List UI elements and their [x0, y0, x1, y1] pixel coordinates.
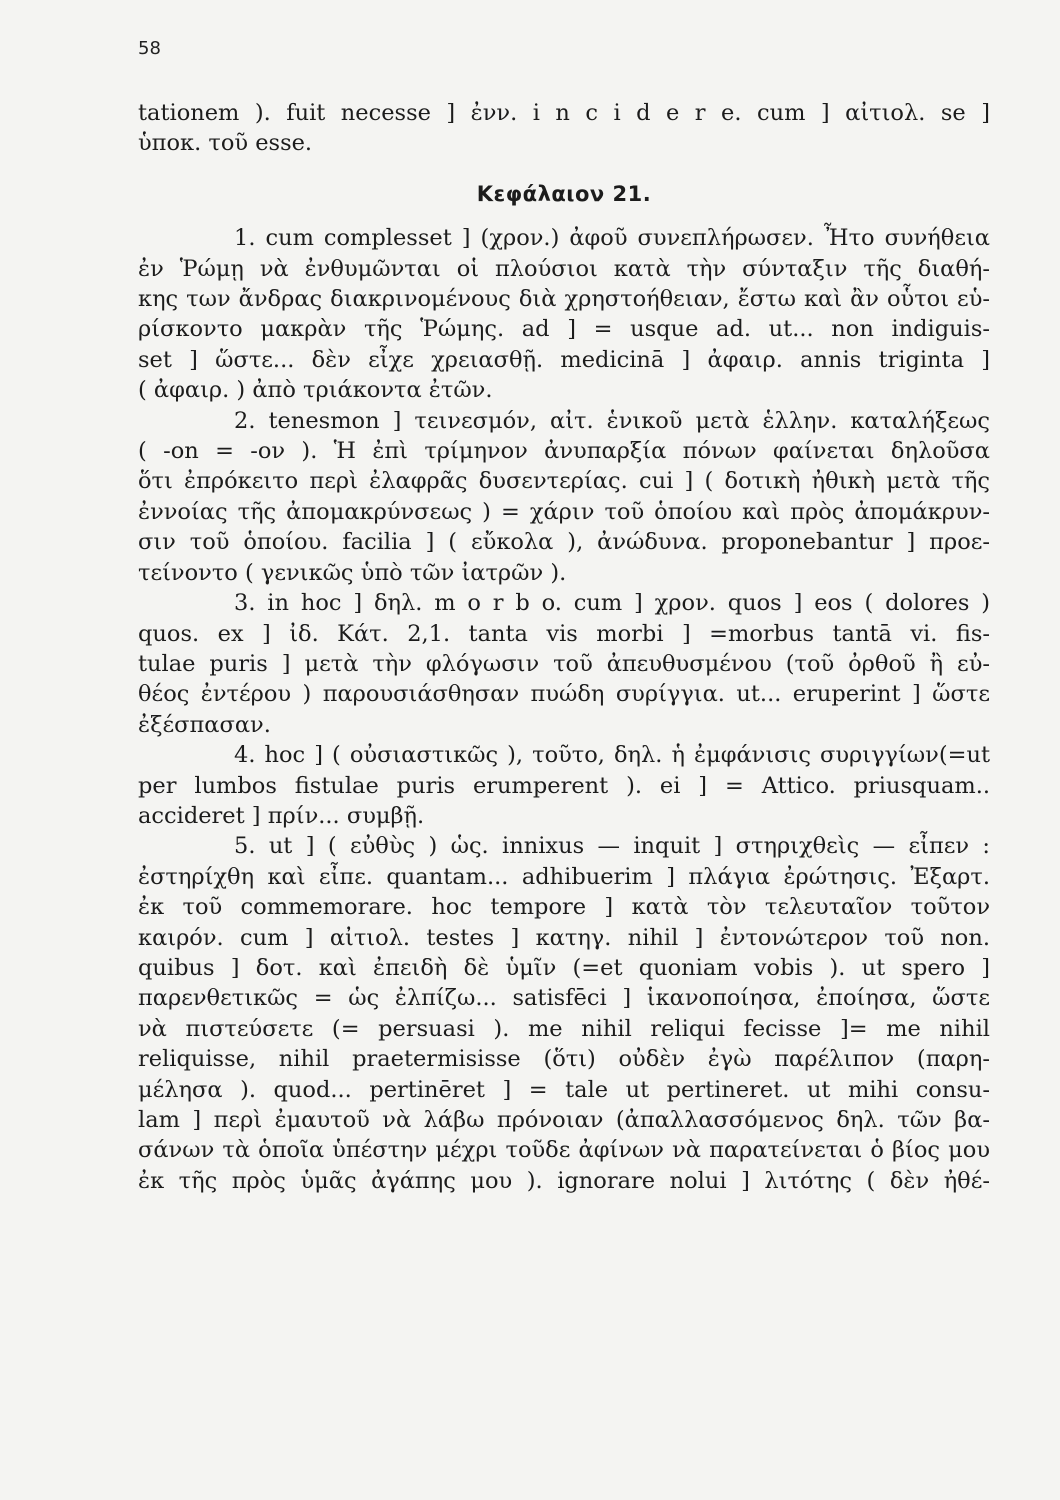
text-line: ( -on = -ον ). Ἡ ἐπὶ τρίμηνον ἀνυπαρξία πόνων φαίνεται δηλοῦσα — [138, 438, 990, 465]
text-line: ὑποκ. τοῦ esse. — [138, 130, 313, 157]
text-line: ἐκ τοῦ commemorare. hoc tempore ] κατὰ τὸν τελευταῖον τοῦτον — [138, 894, 990, 921]
text-line: ( ἀφαιρ. ) ἀπὸ τριάκοντα ἐτῶν. — [138, 377, 493, 404]
text-line: 1. cum complesset ] (χρον.) ἀφοῦ συνεπλήρωσεν. Ἦτο συνήθεια — [234, 225, 990, 252]
text-line: ἐστηρίχθη καὶ εἶπε. quantam... adhibuerim ] πλάγια ἐρώτησις. Ἐξαρτ. — [138, 863, 990, 890]
text-line: quibus ] δοτ. καὶ ἐπειδὴ δὲ ὑμῖν (=et quoniam vobis ). ut spero ] — [138, 954, 990, 981]
text-line: σιν τοῦ ὁποίου. facilia ] ( εὔκολα ), ἀνώδυνα. proponebantur ] προε- — [138, 529, 990, 556]
text-line: tationem ). fuit necesse ] ἐνν. i n c i d e r e. cum ] αἰτιολ. se ] — [138, 100, 990, 126]
page-body — [138, 98, 990, 1196]
text-line: tulae puris ] μετὰ τὴν φλόγωσιν τοῦ ἀπευθυσμένου (τοῦ ὀρθοῦ ἢ εὐ- — [138, 650, 990, 677]
text-line: 4. hoc ] ( οὐσιαστικῶς ), τοῦτο, δηλ. ἡ ἐμφάνισις συριγγίων(=ut — [234, 742, 990, 769]
text-line: per lumbos fistulae puris erumperent ). ei ] = Attico. priusquam.. — [138, 772, 990, 799]
page-number: 58 — [138, 38, 161, 59]
text-line: 2. tenesmon ] τεινεσμόν, αἰτ. ἑνικοῦ μετὰ ἑλλην. καταλήξεως — [234, 407, 990, 434]
text-line: ἐν Ῥώμῃ νὰ ἐνθυμῶνται οἱ πλούσιοι κατὰ τὴν σύνταξιν τῆς διαθή- — [138, 255, 990, 282]
text-line: accideret ] πρίν... συμβῇ. — [138, 802, 425, 829]
text-line: νὰ πιστεύσετε (= persuasi ). me nihil reliqui fecisse ]= me nihil — [138, 1015, 990, 1042]
text-line: 5. ut ] ( εὐθὺς ) ὡς. innixus — inquit ] στηριχθεὶς — εἶπεν : — [234, 833, 990, 860]
text-line: lam ] περὶ ἐμαυτοῦ νὰ λάβω πρόνοιαν (ἀπαλλασσόμενος δηλ. τῶν βα- — [138, 1107, 990, 1133]
text-line: ἐξέσπασαν. — [138, 711, 271, 738]
section-4 — [138, 740, 990, 831]
chapter-heading: Κεφάλαιον 21. — [476, 181, 652, 206]
text-line: ἐννοίας τῆς ἀπομακρύνσεως ) = χάριν τοῦ ὁποίου καὶ πρὸς ἀπομάκρυν- — [138, 498, 990, 525]
text-line: reliquisse, nihil praetermisisse (ὅτι) οὐδὲν ἐγὼ παρέλιπον (παρη- — [138, 1046, 990, 1073]
text-line: θέος ἐντέρου ) παρουσιάσθησαν πυώδη συρίγγια. ut... eruperint ] ὥστε — [138, 681, 990, 708]
text-line: καιρόν. cum ] αἰτιολ. testes ] κατηγ. nihil ] ἐντονώτερον τοῦ non. — [138, 924, 990, 951]
text-line: 3. in hoc ] δηλ. m o r b o. cum ] χρον. quos ] eos ( dolores ) — [234, 590, 990, 617]
section-2 — [138, 406, 990, 588]
section-1 — [138, 223, 990, 405]
text-line: τείνοντο ( γενικῶς ὑπὸ τῶν ἰατρῶν ). — [138, 559, 567, 586]
section-3 — [138, 588, 990, 740]
section-5 — [138, 831, 990, 1196]
text-line: quos. ex ] ἰδ. Κάτ. 2,1. tanta vis morbi ] =morbus tantā vi. fis- — [138, 620, 990, 647]
text-line: ὅτι ἐπρόκειτο περὶ ἐλαφρᾶς δυσεντερίας. cui ] ( δοτικὴ ἠθικὴ μετὰ τῆς — [138, 468, 990, 495]
text-line: κης των ἄνδρας διακρινομένους διὰ χρηστοήθειαν, ἔστω καὶ ἂν οὗτοι εὑ- — [138, 286, 990, 313]
text-line: set ] ὥστε... δὲν εἶχε χρειασθῇ. medicinā ] ἀφαιρ. annis triginta ] — [138, 346, 990, 373]
text-line: ἐκ τῆς πρὸς ὑμᾶς ἀγάπης μου ). ignorare nolui ] λιτότης ( δὲν ἠθέ- — [138, 1167, 990, 1194]
text-line: ρίσκοντο μακρὰν τῆς Ῥώμης. ad ] = usque ad. ut... non indiguis- — [138, 316, 990, 343]
text-line: μέλησα ). quod... pertinēret ] = tale ut pertineret. ut mihi consu- — [138, 1076, 990, 1103]
text-line: παρενθετικῶς = ὡς ἐλπίζω... satisfēci ] ἱκανοποίησα, ἐποίησα, ὥστε — [138, 985, 990, 1012]
text-line: σάνων τὰ ὁποῖα ὑπέστην μέχρι τοῦδε ἀφίνων νὰ παρατείνεται ὁ βίος μου — [138, 1137, 990, 1164]
